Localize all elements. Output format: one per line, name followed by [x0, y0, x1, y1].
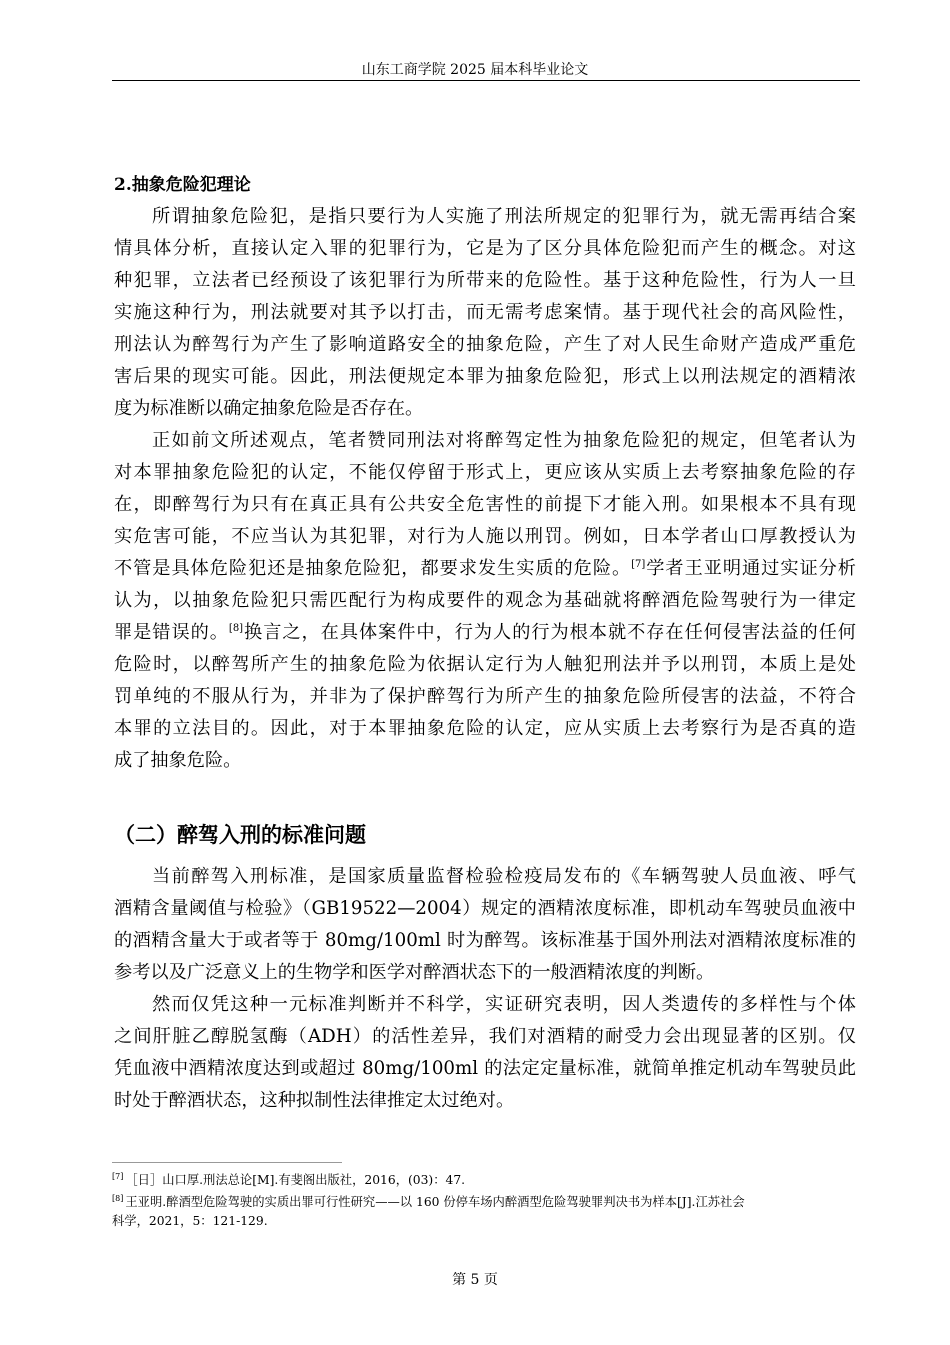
- paragraph-line: 正如前文所述观点，笔者赞同刑法对将醉驾定性为抽象危险犯的规定，但笔者认为: [152, 430, 856, 451]
- paragraph-line: 实施这种行为，刑法就要对其予以打击，而无需考虑案情。基于现代社会的高风险性，: [114, 302, 856, 323]
- paragraph-line: 度为标准断以确定抽象危险是否存在。: [114, 398, 424, 419]
- paragraph-line: 本罪的立法目的。因此，对于本罪抽象危险的认定，应从实质上去考察行为是否真的造: [114, 718, 856, 739]
- paragraph-line: 危险时，以醉驾所产生的抽象危险为依据认定行为人触犯刑法并予以刑罚，本质上是处: [114, 654, 856, 675]
- paragraph-line: 在，即醉驾行为只有在真正具有公共安全危害性的前提下才能入刑。如果根本不具有现: [114, 494, 856, 515]
- paragraph-line: 的酒精含量大于或者等于 80mg/100ml 时为醉驾。该标准基于国外刑法对酒精浓度标准的: [114, 930, 856, 951]
- paragraph-text: 换言之，在具体案件中，行为人的行为根本就不存在任何侵害法益的任何: [243, 622, 856, 643]
- paragraph-line: 然而仅凭这种一元标准判断并不科学，实证研究表明，因人类遗传的多样性与个体: [152, 994, 856, 1015]
- footnote-text: 王亚明.醉酒型危险驾驶的实质出罪可行性研究——以 160 份停车场内醉酒型危险驾驶罪判决书为样本[J].江苏社会: [125, 1195, 745, 1209]
- paragraph-line: 种犯罪，立法者已经预设了该犯罪行为所带来的危险性。基于这种危险性，行为人一旦: [114, 270, 856, 291]
- paragraph-line: 认为，以抽象危险犯只需匹配行为构成要件的观念为基础就将醉酒危险驾驶行为一律定: [114, 590, 856, 611]
- footnote-mark: [8]: [112, 1193, 124, 1203]
- paragraph-line: 之间肝脏乙醇脱氢酶（ADH）的活性差异，我们对酒精的耐受力会出现显著的区别。仅: [114, 1026, 856, 1047]
- footnote-8-continued: [112, 1213, 268, 1230]
- paragraph-line: 成了抽象危险。: [114, 750, 242, 771]
- footnote-text: ［日］山口厚.刑法总论[M].有斐阁出版社，2016，(03)：47.: [125, 1173, 466, 1187]
- footnote-ref-8[interactable]: [8]: [228, 622, 244, 634]
- paragraph-line: 实危害可能，不应当认为其犯罪，对行为人施以刑罚。例如，日本学者山口厚教授认为: [114, 526, 856, 547]
- paragraph-line: 刑法认为醉驾行为产生了影响道路安全的抽象危险，产生了对人民生命财产造成严重危: [114, 334, 856, 355]
- paragraph-line: 害后果的现实可能。因此，刑法便规定本罪为抽象危险犯，形式上以刑法规定的酒精浓: [114, 366, 856, 387]
- page-header: 山东工商学院 2025 届本科毕业论文: [361, 62, 589, 78]
- paragraph-line-with-ref: [114, 618, 856, 648]
- footnote-separator: [112, 1162, 342, 1163]
- subsection-heading: （二）醉驾入刑的标准问题: [114, 822, 366, 847]
- footnote-ref-7[interactable]: [7]: [631, 558, 646, 570]
- paragraph-line: 凭血液中酒精浓度达到或超过 80mg/100ml 的法定定量标准，就简单推定机动车驾驶员此: [114, 1058, 856, 1079]
- paragraph-text: 学者王亚明通过实证分析: [645, 558, 856, 579]
- paragraph-line: 当前醉驾入刑标准，是国家质量监督检验检疫局发布的《车辆驾驶人员血液、呼气: [152, 866, 856, 887]
- footnote-7: [112, 1172, 465, 1189]
- paragraph-line: 参考以及广泛意义上的生物学和医学对醉酒状态下的一般酒精浓度的判断。: [114, 962, 715, 983]
- paragraph-line: 对本罪抽象危险犯的认定，不能仅停留于形式上，更应该从实质上去考察抽象危险的存: [114, 462, 856, 483]
- footnote-mark: [7]: [112, 1171, 124, 1181]
- footnote-text: 科学，2021，5：121-129.: [112, 1214, 268, 1228]
- paragraph-line: 时处于醉酒状态，这种拟制性法律推定太过绝对。: [114, 1090, 515, 1111]
- paragraph-line: 所谓抽象危险犯，是指只要行为人实施了刑法所规定的犯罪行为，就无需再结合案: [152, 206, 856, 227]
- footnote-8: [112, 1194, 745, 1211]
- header-rule: [112, 80, 860, 81]
- paragraph-line: 酒精含量阈值与检验》（GB19522—2004）规定的酒精浓度标准，即机动车驾驶员血液中: [114, 898, 856, 919]
- paragraph-line: 情具体分析，直接认定入罪的犯罪行为，它是为了区分具体危险犯而产生的概念。对这: [114, 238, 856, 259]
- page-number: 第 5 页: [452, 1272, 498, 1288]
- section-title: 2.抽象危险犯理论: [114, 175, 251, 195]
- paragraph-text: 不管是具体危险犯还是抽象危险犯，都要求发生实质的危险。: [114, 558, 632, 579]
- paragraph-line: 罚单纯的不服从行为，并非为了保护醉驾行为所产生的抽象危险所侵害的法益，不符合: [114, 686, 856, 707]
- paragraph-line-with-ref: [114, 554, 856, 584]
- paragraph-text: 罪是错误的。: [114, 622, 229, 643]
